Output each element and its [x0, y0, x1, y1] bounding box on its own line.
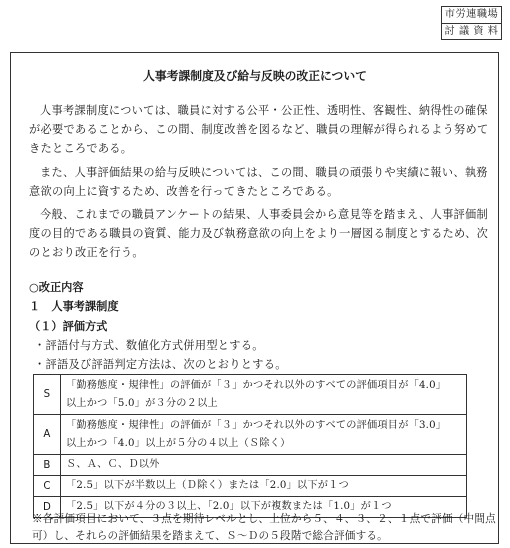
- criteria-cell: Ｓ、Ａ、Ｃ、Ｄ以外: [61, 455, 467, 476]
- criteria-cell: [61, 415, 467, 455]
- criteria-cell: 「2.5」以下が４分の３以上、「2.0」以下が複数または「1.0」が１つ: [61, 497, 467, 518]
- tag-line-2: 討 議 資 料: [442, 23, 501, 40]
- grade-cell: S: [34, 375, 61, 415]
- grade-cell: C: [34, 476, 61, 497]
- table-row: [34, 455, 467, 476]
- grade-cell: B: [34, 455, 61, 476]
- bullet-2: ・評語及び評語判定方法は、次のとおりとする。: [34, 358, 287, 371]
- document-title: 人事考課制度及び給与反映の改正について: [143, 69, 367, 83]
- discussion-material-tag: [441, 6, 502, 40]
- intro-paragraph-1: 人事考課制度については、職員に対する公平・公正性、透明性、客観性、納得性の確保が必要であることから、この間、制度改善を図るなど、職員の理解が得られるよう努めてきたところである。: [29, 104, 489, 155]
- bullet-1: ・評語付与方式、数値化方式併用型とする。: [34, 339, 264, 352]
- subsection-heading: １ 人事考課制度: [29, 300, 119, 313]
- tag-line-1: 市労連職場: [444, 9, 499, 20]
- criteria-line: 以上かつ「5.0」が３分の２以上: [66, 397, 218, 409]
- section-heading: ○改正内容: [29, 281, 84, 294]
- table-row: [34, 415, 467, 455]
- grade-cell: D: [34, 497, 61, 518]
- grade-cell: A: [34, 415, 61, 455]
- criteria-cell: [61, 375, 467, 415]
- evaluation-footnote: ※各評価項目において、３点を期待レベルとし、上位から５、４、３、２、１点で評価（中間点可）し、それらの評価結果を踏まえて、Ｓ～Ｄの５段階で総合評価する。: [32, 513, 496, 542]
- criteria-cell: 「2.5」以下が半数以上（Ｄ除く）または「2.0」以下が１つ: [61, 476, 467, 497]
- table-row: [34, 375, 467, 415]
- table-row: [34, 476, 467, 497]
- grade-criteria-table: [33, 374, 467, 518]
- intro-paragraph-2: また、人事評価結果の給与反映については、この間、職員の頑張りや実績に報い、執務意欲の向上に資するため、改善を行ってきたところである。: [29, 166, 488, 198]
- criteria-line: 「勤務態度・規律性」の評価が「３」かつそれ以外のすべての評価項目が「3.0」: [66, 419, 447, 431]
- intro-paragraph-3: 今般、これまでの職員アンケートの結果、人事委員会から意見等を踏まえ、人事評価制度の目的である職員の資質、能力及び執務意欲の向上をより一層図る制度とするため、次のとおり改正を行う。: [29, 208, 489, 259]
- criteria-line: 以上かつ「4.0」以上が５分の４以上（Ｓ除く）: [66, 437, 291, 449]
- criteria-line: 「勤務態度・規律性」の評価が「３」かつそれ以外のすべての評価項目が「4.0」: [66, 379, 447, 391]
- item-heading: （１）評価方式: [29, 320, 108, 333]
